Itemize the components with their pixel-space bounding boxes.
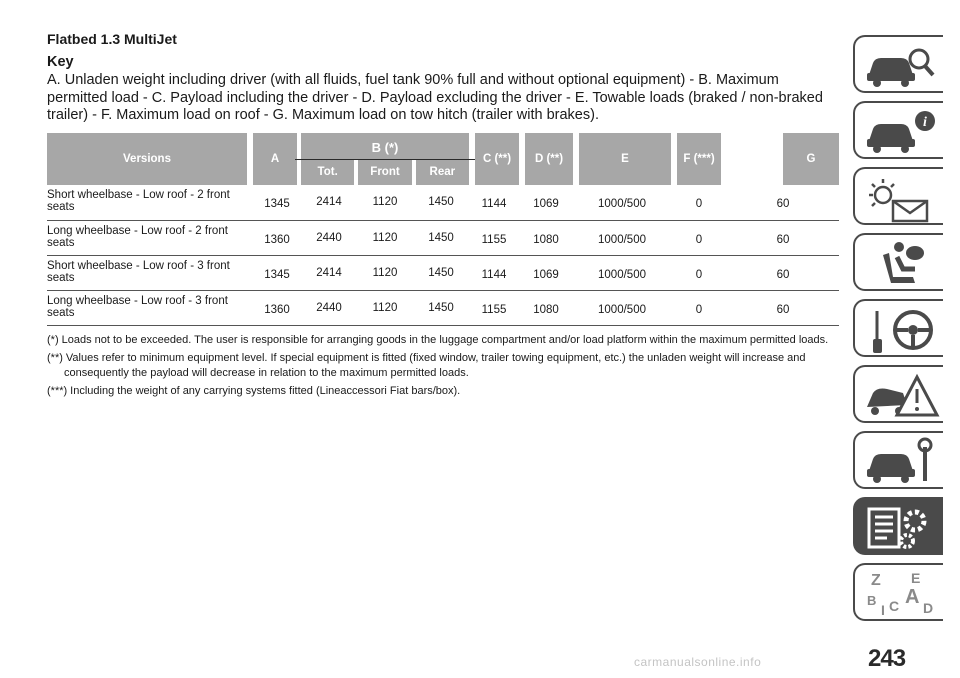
section-title: Flatbed 1.3 MultiJet <box>47 31 177 47</box>
header-b-group <box>301 133 469 185</box>
row-a: 1360 <box>253 290 301 325</box>
tab-seat-airbag[interactable] <box>853 233 943 291</box>
header-f: F (***) <box>677 133 721 185</box>
row-f: 0 <box>671 185 727 220</box>
row-version: Short wheelbase - Low roof - 3 front seats <box>47 255 253 290</box>
tab-car-info[interactable] <box>853 101 943 159</box>
row-e: 1000/500 <box>573 255 671 290</box>
row-a: 1345 <box>253 255 301 290</box>
row-rear: 1450 <box>428 266 454 279</box>
row-f: 0 <box>671 255 727 290</box>
main-content <box>47 30 839 125</box>
footnote-2: (**) Values refer to minimum equipment level. If special equipment is fitted (fixed window, trailer towing equipment, etc.) the unladen weight will increase and <box>47 352 806 364</box>
row-e: 1000/500 <box>573 185 671 220</box>
row-tot: 2414 <box>316 196 342 209</box>
alphabetical-index-icon <box>863 569 941 619</box>
tab-key-steering[interactable] <box>853 299 943 357</box>
svg-text:I: I <box>881 602 885 618</box>
header-g: G <box>783 133 839 185</box>
table-header-row <box>47 133 839 185</box>
header-b-rear: Rear <box>429 166 456 178</box>
tab-car-search[interactable] <box>853 35 943 93</box>
car-accident-warning-icon <box>863 371 941 421</box>
row-g: 60 <box>727 255 839 290</box>
key-steering-wheel-icon <box>863 305 941 355</box>
footnote-1: (*) Loads not to be exceeded. The user is responsible for arranging goods in the luggage compartment and/or load platform within the maximum permitted loads. <box>47 334 829 346</box>
header-b: B (*) <box>371 140 399 155</box>
svg-text:Z: Z <box>871 572 881 589</box>
row-tot: 2414 <box>316 266 342 279</box>
seat-airbag-icon <box>863 239 941 289</box>
header-d: D (**) <box>525 133 573 185</box>
row-f: 0 <box>671 290 727 325</box>
tab-warning-lights[interactable] <box>853 167 943 225</box>
row-front: 1120 <box>372 196 398 209</box>
header-c: C (**) <box>475 133 519 185</box>
row-version: Long wheelbase - Low roof - 2 front seats <box>47 220 253 255</box>
svg-text:E: E <box>911 570 921 586</box>
header-e: E <box>579 133 671 185</box>
car-info-icon <box>863 107 941 157</box>
table-row <box>47 255 839 290</box>
row-c: 1144 <box>469 185 519 220</box>
row-a: 1345 <box>253 185 301 220</box>
row-version: Long wheelbase - Low roof - 3 front seats <box>47 290 253 325</box>
table-row <box>47 220 839 255</box>
key-heading: Key <box>47 54 74 70</box>
car-wrench-icon <box>863 437 941 487</box>
row-d: 1080 <box>519 220 573 255</box>
row-tot: 2440 <box>316 231 342 244</box>
row-g: 60 <box>727 290 839 325</box>
footnote-2-continued: consequently the payload will decrease in relation to the maximum permitted loads. <box>64 367 469 379</box>
svg-text:B: B <box>867 593 877 608</box>
specifications-gears-icon <box>863 503 941 553</box>
row-e: 1000/500 <box>573 220 671 255</box>
row-rear: 1450 <box>428 196 454 209</box>
footnotes <box>47 333 839 399</box>
row-version: Short wheelbase - Low roof - 2 front seats <box>47 185 253 220</box>
row-d: 1069 <box>519 255 573 290</box>
header-b-tot: Tot. <box>317 166 338 178</box>
row-d: 1069 <box>519 185 573 220</box>
row-e: 1000/500 <box>573 290 671 325</box>
tab-index[interactable] <box>853 563 943 621</box>
row-rear: 1450 <box>428 231 454 244</box>
row-c: 1155 <box>469 220 519 255</box>
table-row <box>47 290 839 325</box>
row-g: 60 <box>727 220 839 255</box>
row-a: 1360 <box>253 220 301 255</box>
weights-table <box>47 133 839 326</box>
header-a: A <box>253 133 297 185</box>
row-front: 1120 <box>372 266 398 279</box>
key-description: A. Unladen weight including driver (with all fluids, fuel tank 90% full and without optional equipment) - B. Maximum permitted load - C. Payload including the driver - D. Payload excluding the driver - E. Towable loads (braked / non-braked trailer) - F. Maximum load on roof - G. Maximum load on tow hitch (trailer with brakes). <box>47 72 823 123</box>
svg-text:A: A <box>905 586 920 608</box>
tab-accident-warning[interactable] <box>853 365 943 423</box>
svg-text:C: C <box>889 598 900 614</box>
row-c: 1144 <box>469 255 519 290</box>
tab-specifications[interactable] <box>853 497 943 555</box>
row-c: 1155 <box>469 290 519 325</box>
svg-text:D: D <box>923 600 934 616</box>
tab-car-wrench[interactable] <box>853 431 943 489</box>
header-b-front: Front <box>370 166 400 178</box>
row-front: 1120 <box>372 301 398 314</box>
row-d: 1080 <box>519 290 573 325</box>
row-g: 60 <box>727 185 839 220</box>
row-rear: 1450 <box>428 301 454 314</box>
svg-text:i: i <box>923 115 927 130</box>
row-tot: 2440 <box>316 301 342 314</box>
watermark: carmanualsonline.info <box>634 655 762 669</box>
row-front: 1120 <box>372 231 398 244</box>
footnote-3: (***) Including the weight of any carrying systems fitted (Lineaccessori Fiat bars/box). <box>47 385 461 397</box>
warning-lights-message-icon <box>863 173 941 223</box>
car-search-icon <box>863 41 941 91</box>
header-versions: Versions <box>47 133 247 185</box>
table-row <box>47 185 839 220</box>
page-number: 243 <box>868 645 906 672</box>
row-f: 0 <box>671 220 727 255</box>
